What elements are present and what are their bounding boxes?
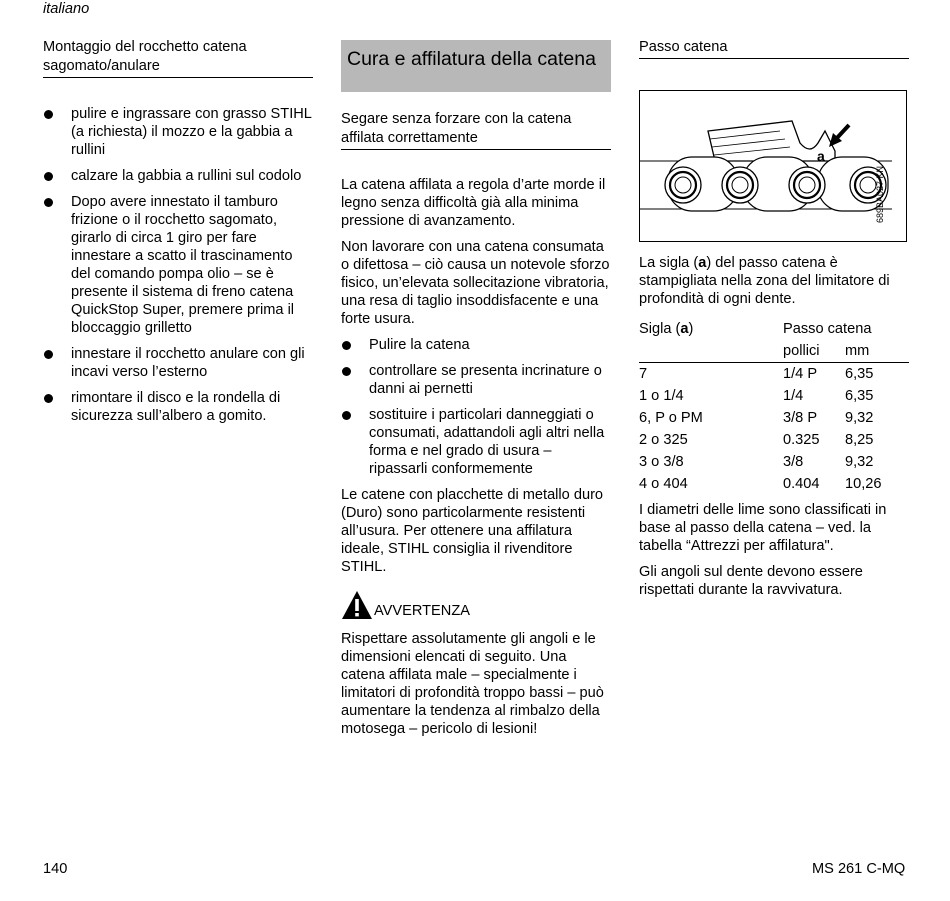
warning-triangle-icon xyxy=(341,590,373,620)
unit-pollici: pollici xyxy=(783,340,845,363)
list-item: Pulire la catena xyxy=(341,336,611,354)
table-row: 2 o 325 0.325 8,25 xyxy=(639,432,874,448)
mounting-heading: Montaggio del rocchetto catena sagomato/anulare xyxy=(43,38,313,78)
bullet-dot-icon xyxy=(44,198,53,207)
sharp-chain-heading: Segare senza forzare con la catena affilata correttamente xyxy=(341,110,611,150)
warning-text: Rispettare assolutamente gli angoli e le dimensioni elencati di seguito. Una catena affilata male – specialmente i limitatori di profondità troppo bassi – può aumentare la tendenza al rimbalzo della motosega – pericolo di lesioni! xyxy=(341,631,604,737)
model-name: MS 261 C-MQ xyxy=(812,861,906,877)
pitch-heading: Passo catena xyxy=(639,38,909,59)
warning-label: AVVERTENZA xyxy=(374,603,470,619)
column-header-passo: Passo catena xyxy=(783,321,872,337)
list-item: calzare la gabbia a rullini sul codolo xyxy=(43,167,313,185)
table-row: 3 o 3/8 3/8 9,32 xyxy=(639,454,874,470)
chain-illustration xyxy=(640,91,905,240)
table-row: 1 o 1/4 1/4 6,35 xyxy=(639,388,874,404)
table-row: 7 1/4 P 6,35 xyxy=(639,366,874,382)
unit-mm: mm xyxy=(845,340,909,363)
care-steps-list xyxy=(341,336,611,478)
pitch-table xyxy=(639,318,909,495)
bullet-dot-icon xyxy=(342,341,351,350)
bullet-dot-icon xyxy=(44,350,53,359)
list-item: innestare il rocchetto anulare con gli incavi verso l’esterno xyxy=(43,345,313,381)
list-item: pulire e ingrassare con grasso STIHL (a richiesta) il mozzo e la gabbia a rullini xyxy=(43,105,313,159)
bullet-dot-icon xyxy=(342,367,351,376)
figure-code: 689BA027 KN xyxy=(875,165,885,223)
arrow-icon xyxy=(829,125,849,147)
paragraph: Le catene con placchette di metallo duro (Duro) sono particolarmente resistenti all’usura. Per ottenere una affilatura ideale, STIHL consiglia il rivenditore STIHL. xyxy=(341,487,604,575)
column-mounting xyxy=(43,38,313,433)
figure-label-a: a xyxy=(817,148,825,164)
mounting-steps-list xyxy=(43,105,313,425)
paragraph: Non lavorare con una catena consumata o difettosa – ciò causa un notevole sforzo fisico, un’elevata sollecitazione vibratoria, una resa di taglio insoddisfacente e una forte usura. xyxy=(341,239,610,327)
language-label: italiano xyxy=(43,1,90,17)
paragraph: La catena affilata a regola d’arte morde il legno senza difficoltà già alla minima pressione di avanzamento. xyxy=(341,177,606,229)
column-chain-care xyxy=(341,38,611,746)
list-item: rimontare il disco e la rondella di sicurezza sull’albero a gomito. xyxy=(43,389,313,425)
paragraph: Gli angoli sul dente devono essere rispettati durante la ravvivatura. xyxy=(639,564,863,598)
warning-heading xyxy=(341,590,611,620)
warning-emphasis: pericolo di lesioni! xyxy=(421,721,538,737)
table-row: 4 o 404 0.404 10,26 xyxy=(639,476,882,492)
pitch-intro: La sigla (a) del passo catena è stampigliata nella zona del limitatore di profondità di ogni dente. xyxy=(639,255,890,307)
list-item: sostituire i particolari danneggiati o consumati, adattandoli agli altri nella forma e nel grado di usura – ripassarli conformemente xyxy=(341,406,611,478)
bullet-dot-icon xyxy=(44,172,53,181)
list-item: Dopo avere innestato il tamburo frizione o il rocchetto sagomato, girarlo di circa 1 giro per fare innestare a scatto il trascinamento del comando pompa olio – se è presente il sistema di freno catena QuickStop Super, premere prima il bloccaggio grilletto xyxy=(43,193,313,337)
page-number: 140 xyxy=(43,861,68,877)
section-title: Cura e affilatura della catena xyxy=(341,40,611,92)
chain-pitch-figure xyxy=(639,90,907,242)
paragraph: I diametri delle lime sono classificati in base al passo della catena – ved. la tabella “Attrezzi per affilatura". xyxy=(639,502,887,554)
list-item: controllare se presenta incrinature o danni ai pernetti xyxy=(341,362,611,398)
table-row: 6, P o PM 3/8 P 9,32 xyxy=(639,410,874,426)
column-chain-pitch xyxy=(639,38,909,607)
bullet-dot-icon xyxy=(44,394,53,403)
column-header-sigla: Sigla (a) xyxy=(639,321,694,337)
bullet-dot-icon xyxy=(342,411,351,420)
bullet-dot-icon xyxy=(44,110,53,119)
